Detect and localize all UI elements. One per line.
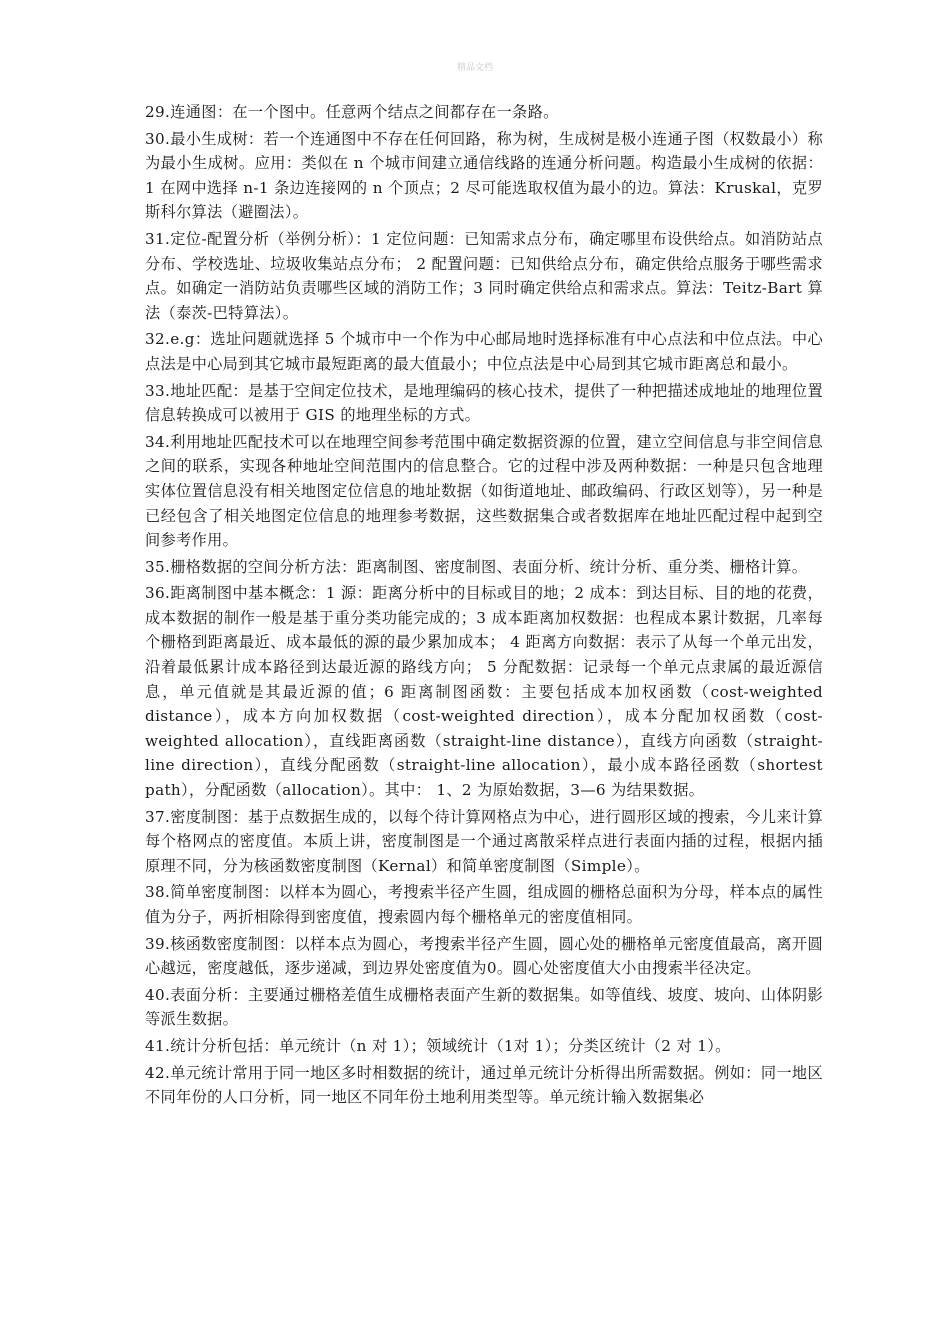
paragraph-38: 38.简单密度制图：以样本为圆心，考搜索半径产生圆，组成圆的栅格总面积为分母，样本点的属性值为分子，两折相除得到密度值，搜索圆内每个栅格单元的密度值相同。 [145,883,823,926]
paragraph-31: 31.定位-配置分析（举例分析）：1 定位问题：已知需求点分布，确定哪里布设供给点。如消防站点分布、学校选址、垃圾收集站点分布； 2 配置问题：已知供给点分布，确定供给点服务于哪些需求点。如确定一消防站负责哪些区域的消防工作；3 同时确定供给点和需求点。算法：Teitz-Bart 算法（泰茨-巴特算法）。 [145,229,823,322]
paragraph-32: 32.e.g：选址问题就选择 5 个城市中一个作为中心邮局地时选择标准有中心点法和中位点法。中心点法是中心局到其它城市最短距离的最大值最小；中位点法是中心局到其它城市距离总和最小。 [145,330,823,373]
document-body [145,100,823,1112]
paragraph-34: 34.利用地址匹配技术可以在地理空间参考范围中确定数据资源的位置，建立空间信息与非空间信息之间的联系，实现各种地址空间范围内的信息整合。它的过程中涉及两种数据：一种是只包含地理实体位置信息没有相关地图定位信息的地址数据（如街道地址、邮政编码、行政区划等），另一种是已经包含了相关地图定位信息的地理参考数据，这些数据集合或者数据库在地址匹配过程中起到空间参考作用。 [145,432,823,550]
paragraph-39: 39.核函数密度制图：以样本点为圆心，考搜索半径产生圆，圆心处的栅格单元密度值最高，离开圆心越远，密度越低，逐步递减，到边界处密度值为0。圆心处密度值大小由搜索半径决定。 [145,934,823,978]
paragraph-30: 30.最小生成树：若一个连通图中不存在任何回路，称为树，生成树是极小连通子图（权数最小）称为最小生成树。应用：类似在 n 个城市间建立通信线路的连通分析问题。构造最小生成树的依据：1 在网中选择 n-1 条边连接网的 n 个顶点；2 尽可能选取权值为最小的边。算法：Kruskal，克罗斯科尔算法（避圈法）。 [145,129,823,222]
paragraph-29: 29.连通图：在一个图中。任意两个结点之间都存在一条路。 [145,103,559,121]
paragraph-37: 37.密度制图：基于点数据生成的，以每个待计算网格点为中心，进行圆形区域的搜索，今儿来计算每个格网点的密度值。本质上讲，密度制图是一个通过离散采样点进行表面内插的过程，根据内插原理不同，分为核函数密度制图（Kernal）和简单密度制图（Simple）。 [145,807,823,875]
paragraph-40: 40.表面分析：主要通过栅格差值生成栅格表面产生新的数据集。如等值线、坡度、坡向、山体阴影等派生数据。 [145,985,823,1029]
paragraph-41: 41.统计分析包括：单元统计（n 对 1）；领域统计（1对 1）；分类区统计（2 对 1）。 [145,1036,731,1055]
paragraph-42: 42.单元统计常用于同一地区多时相数据的统计，通过单元统计分析得出所需数据。例如：同一地区不同年份的人口分析，同一地区不同年份土地利用类型等。单元统计输入数据集必 [145,1063,823,1107]
paragraph-36: 36.距离制图中基本概念：1 源：距离分析中的目标或目的地；2 成本：到达目标、目的地的花费，成本数据的制作一般是基于重分类功能完成的；3 成本距离加权数据：也程成本累计数据，几率每个栅格到距离最近、成本最低的源的最少累加成本； 4 距离方向数据：表示了从每一个单元出发，沿着最低累计成本路径到达最近源的路线方向； 5 分配数据：记录每一个单元点隶属的最近源信息，单元值就是其最近源的值；6 距离制图函数：主要包括成本加权函数（cost-weighted distance），成本方向加权数据（cost-weighted direction），成本分配加权函数（cost-weighted allocation），直线距离函数（straight-line distance），直线方向函数（straight-line direction），直线分配函数（straight-line allocation），最小成本路径函数（shortest path），分配函数（allocation）。其中： 1、2 为原始数据，3—6 为结果数据。 [145,584,823,800]
paragraph-33: 33.地址匹配：是基于空间定位技术，是地理编码的核心技术，提供了一种把描述成地址的地理位置信息转换成可以被用于 GIS 的地理坐标的方式。 [145,381,823,425]
page-watermark: 精品文档 [456,63,493,73]
paragraph-35: 35.栅格数据的空间分析方法：距离制图、密度制图、表面分析、统计分析、重分类、栅格计算。 [145,557,808,576]
